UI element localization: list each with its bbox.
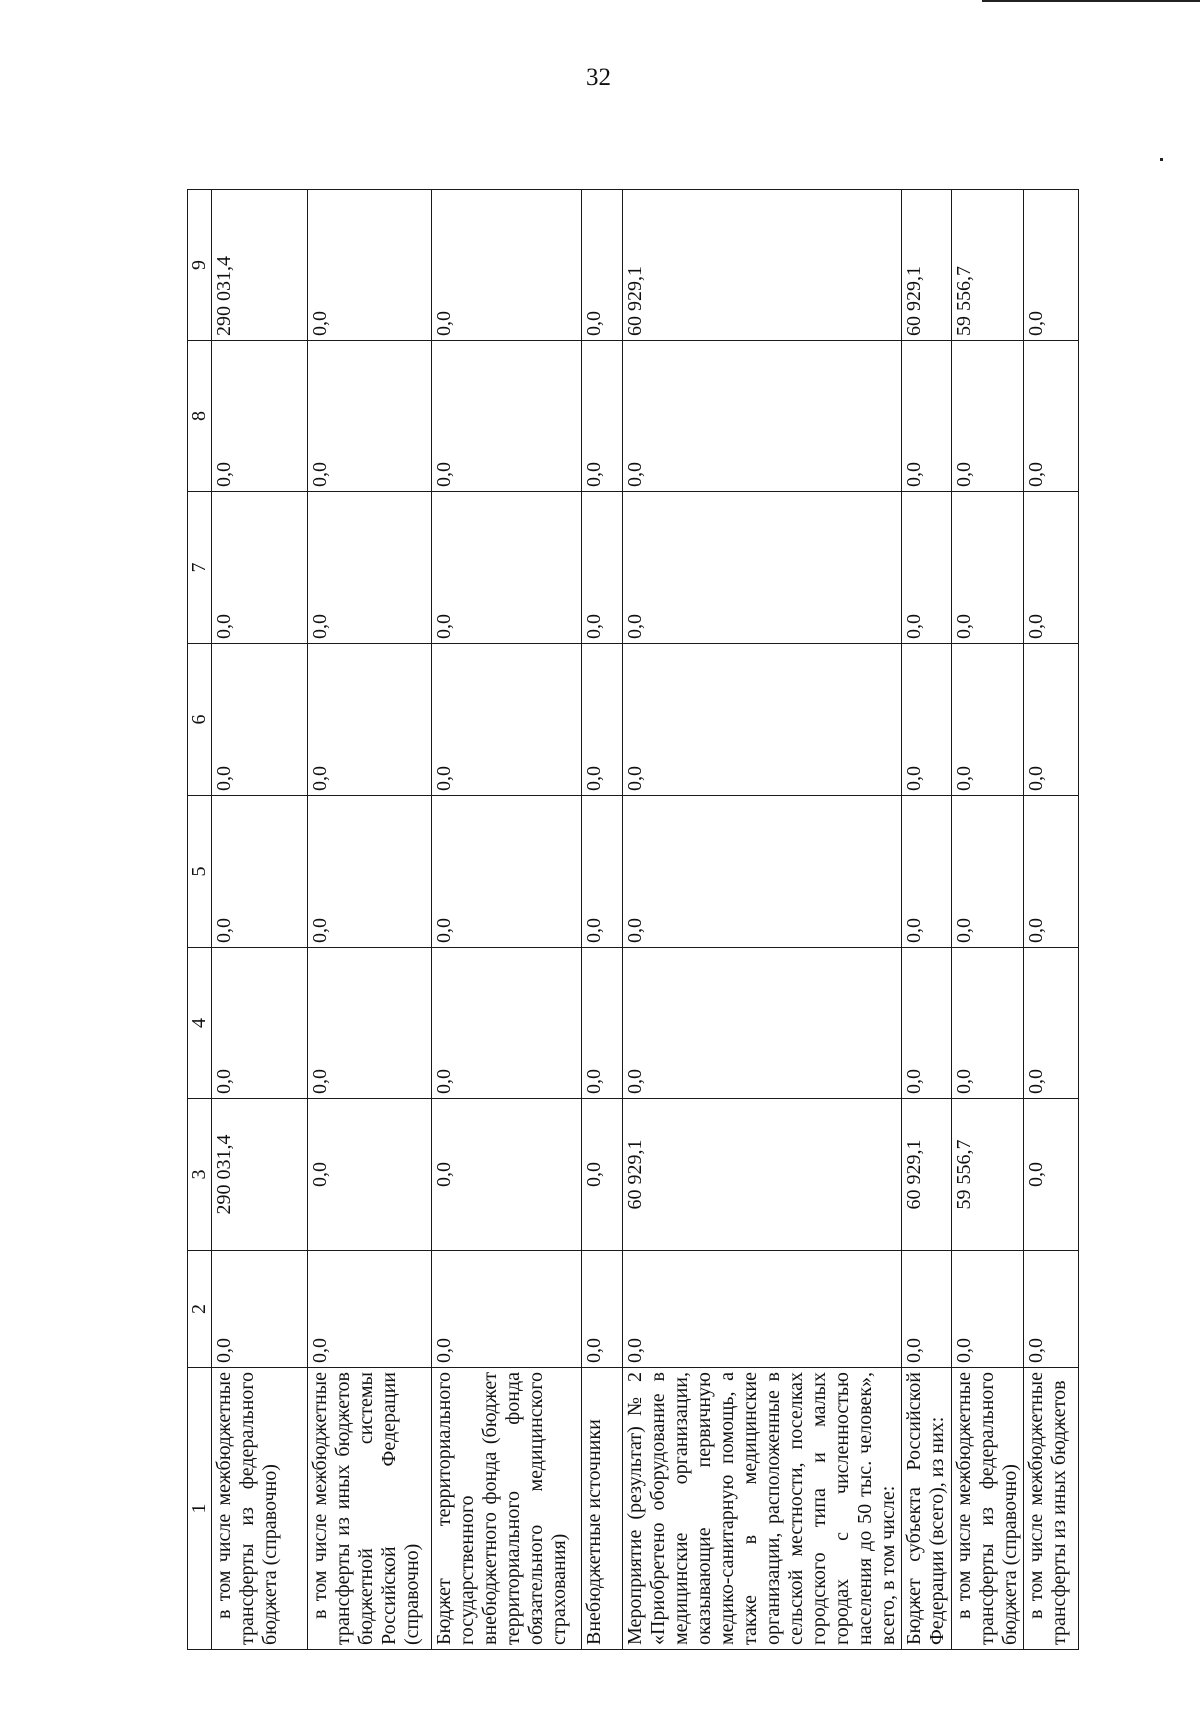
cell-value: 0,0 [582, 796, 623, 948]
cell-value: 0,0 [432, 644, 582, 796]
cell-value: 0,0 [432, 492, 582, 644]
cell-value: 0,0 [582, 492, 623, 644]
cell-value: 0,0 [432, 1251, 582, 1368]
column-header-7: 7 [188, 492, 212, 644]
cell-value: 0,0 [212, 948, 308, 1099]
table-row [623, 190, 902, 1650]
cell-value: 0,0 [308, 1251, 432, 1368]
row-label: в том числе межбюджетные трансферты из федерального бюджета (справочно) [952, 1368, 1024, 1650]
cell-value: 0,0 [212, 1251, 308, 1368]
table-row [432, 190, 582, 1650]
cell-value: 290 031,4 [212, 1099, 308, 1251]
column-header-6: 6 [188, 644, 212, 796]
cell-value: 0,0 [902, 948, 952, 1099]
cell-value: 0,0 [623, 948, 902, 1099]
scan-mark-dot [1160, 158, 1163, 161]
cell-value: 0,0 [623, 1251, 902, 1368]
cell-value: 0,0 [582, 341, 623, 492]
cell-value: 0,0 [1024, 644, 1079, 796]
cell-value: 0,0 [308, 796, 432, 948]
column-header-3: 3 [188, 1099, 212, 1251]
cell-value: 0,0 [902, 644, 952, 796]
cell-value: 0,0 [623, 644, 902, 796]
table-row [212, 190, 308, 1650]
cell-value: 0,0 [902, 1251, 952, 1368]
page-number: 32 [586, 64, 611, 91]
cell-value: 59 556,7 [952, 190, 1024, 341]
cell-value: 0,0 [308, 948, 432, 1099]
header-row [188, 190, 212, 1650]
column-header-4: 4 [188, 948, 212, 1099]
cell-value: 0,0 [212, 492, 308, 644]
table-row [308, 190, 432, 1650]
cell-value: 60 929,1 [623, 1099, 902, 1251]
cell-value: 59 556,7 [952, 1099, 1024, 1251]
cell-value: 0,0 [582, 1251, 623, 1368]
table-row [582, 190, 623, 1650]
cell-value: 0,0 [308, 644, 432, 796]
column-header-2: 2 [188, 1251, 212, 1368]
cell-value: 0,0 [623, 492, 902, 644]
row-label: Бюджет территориального государственного внебюджетного фонда (бюджет территориального фонда обязательного медицинского страхования) [432, 1368, 582, 1650]
column-header-5: 5 [188, 796, 212, 948]
cell-value: 0,0 [308, 341, 432, 492]
cell-value: 0,0 [952, 492, 1024, 644]
cell-value: 0,0 [952, 1251, 1024, 1368]
cell-value: 0,0 [902, 341, 952, 492]
row-label: в том числе межбюджетные трансферты из иных бюджетов бюджетной системы Российской Федерации (справочно) [308, 1368, 432, 1650]
scan-mark-top [982, 0, 1200, 2]
table-row [902, 190, 952, 1650]
cell-value: 0,0 [308, 190, 432, 341]
cell-value: 290 031,4 [212, 190, 308, 341]
cell-value: 0,0 [1024, 796, 1079, 948]
cell-value: 0,0 [582, 1099, 623, 1251]
cell-value: 60 929,1 [902, 1099, 952, 1251]
row-label: Внебюджетные источники [582, 1368, 623, 1650]
cell-value: 0,0 [1024, 1251, 1079, 1368]
cell-value: 0,0 [623, 796, 902, 948]
budget-table-rotated [187, 190, 1097, 1650]
cell-value: 0,0 [308, 492, 432, 644]
cell-value: 0,0 [952, 948, 1024, 1099]
row-label: в том числе межбюджетные трансферты из федерального бюджета (справочно) [212, 1368, 308, 1650]
table-row [1024, 190, 1079, 1650]
cell-value: 60 929,1 [623, 190, 902, 341]
cell-value: 0,0 [952, 644, 1024, 796]
column-header-8: 8 [188, 341, 212, 492]
column-header-9: 9 [188, 190, 212, 341]
table-row [952, 190, 1024, 1650]
cell-value: 0,0 [902, 492, 952, 644]
cell-value: 0,0 [952, 341, 1024, 492]
cell-value: 0,0 [308, 1099, 432, 1251]
cell-value: 0,0 [212, 644, 308, 796]
cell-value: 0,0 [1024, 341, 1079, 492]
cell-value: 0,0 [582, 190, 623, 341]
row-label: в том числе межбюджетные трансферты из иных бюджетов [1024, 1368, 1079, 1650]
row-label: Бюджет субъекта Российской Федерации (всего), из них: [902, 1368, 952, 1650]
cell-value: 0,0 [623, 341, 902, 492]
cell-value: 0,0 [432, 341, 582, 492]
cell-value: 0,0 [432, 190, 582, 341]
cell-value: 0,0 [432, 796, 582, 948]
cell-value: 0,0 [432, 948, 582, 1099]
cell-value: 0,0 [582, 948, 623, 1099]
cell-value: 0,0 [902, 796, 952, 948]
cell-value: 0,0 [212, 341, 308, 492]
column-header-1: 1 [188, 1368, 212, 1650]
cell-value: 0,0 [582, 644, 623, 796]
cell-value: 0,0 [212, 796, 308, 948]
cell-value: 0,0 [1024, 190, 1079, 341]
cell-value: 0,0 [1024, 948, 1079, 1099]
cell-value: 0,0 [952, 796, 1024, 948]
budget-table [187, 189, 1079, 1650]
cell-value: 0,0 [1024, 492, 1079, 644]
cell-value: 60 929,1 [902, 190, 952, 341]
cell-value: 0,0 [1024, 1099, 1079, 1251]
row-label: Мероприятие (результат) № 2 «Приобретено оборудование в медицинские организации, оказывающие первичную медико-санитарную помощь, а также в медицинские организации, расположенные в сельской местности, поселках городского типа и малых городах с численностью населения до 50 тыс. человек», всего, в том числе: [623, 1368, 902, 1650]
cell-value: 0,0 [432, 1099, 582, 1251]
